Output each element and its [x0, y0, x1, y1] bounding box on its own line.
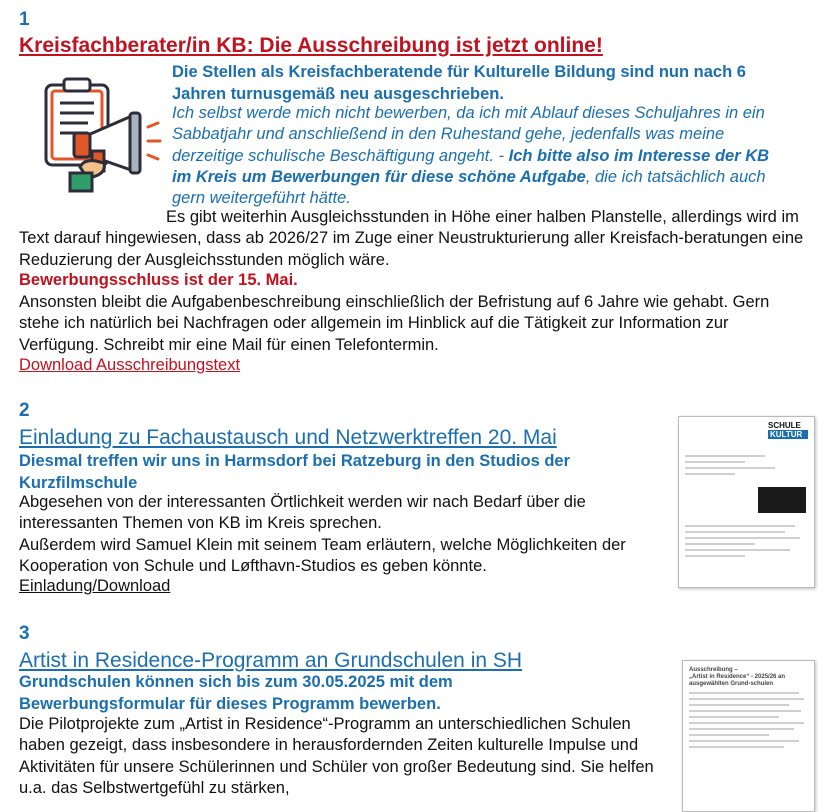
thumbnail-heading: Ausschreibung –	[689, 667, 738, 673]
download-ausschreibung-link[interactable]: Download Ausschreibungstext	[19, 356, 241, 374]
invitation-document-thumbnail[interactable]	[678, 416, 815, 588]
article-1-statement	[172, 103, 782, 209]
article-1-paragraph-2: Ansonsten bleibt die Aufgabenbeschreibung einschließlich der Befristung auf 6 Jahre wie gehabt. Gern stehe ich natürlich bei Nachfragen oder allgemein im Hinblick auf die Tätigkeit zur Information zur Verfügung. Schreibt mir eine Mail für einen Telefontermin.	[19, 293, 770, 354]
article-1-statement-text: Ich selbst werde mich nicht bewerben, da ich mit Ablauf dieses Schuljahres in ein Sabbatjahr und anschließend in den Ruhestand gehe, jedenfalls was meine derzeitige schulische Beschäftigung angeht. -	[172, 104, 765, 165]
article-3-subtitle: Grundschulen können sich bis zum 30.05.2025 mit dem Bewerbungsformular für dieses Programm bewerben.	[19, 673, 453, 713]
article-2-subtitle: Diesmal treffen wir uns in Harmsdorf bei Ratzeburg in den Studios der Kurzfilmschule	[19, 452, 571, 492]
article-3-title-link[interactable]: Artist in Residence-Programm an Grundschulen in SH	[19, 649, 523, 672]
ausschreibung-document-thumbnail[interactable]	[682, 660, 815, 812]
article-1-paragraph: Es gibt weiterhin Ausgleichsstunden in Höhe einer halben Planstelle, allerdings wird im Text darauf hingewiesen, dass ab 2026/27 im Zuge einer Neustrukturierung aller Kreisfach-beratungen eine Reduzierung der Ausgleichsstunden möglich wäre.	[19, 208, 804, 269]
article-2-paragraph: Abgesehen von der interessanten Örtlichkeit werden wir nach Bedarf über die interessanten Themen von KB im Kreis sprechen.	[19, 493, 586, 533]
logo-line-2: KULTUR	[768, 430, 808, 439]
article-3-paragraph: Die Pilotprojekte zum „Artist in Residence“-Programm an unterschiedlichen Schulen haben gezeigt, dass insbesondere in herausfordernden Zeiten kulturelle Impulse und Aktivitäten für unsere Schülerinnen und Schüler von großer Bedeutung sind. Sie helfen u.a. das Selbstwertgefühl zu stärken,	[19, 715, 654, 797]
article-1-statement-bold: Ich bitte also im Interesse der KB im Kreis um Bewerbungen für diese schöne Aufgabe	[172, 146, 770, 186]
article-2-paragraph-2: Außerdem wird Samuel Klein mit seinem Team erläutern, welche Möglichkeiten der Kooperation von Schule und Løfthavn-Studios es geben könnte.	[19, 536, 626, 576]
article-1-statement-tail: , die ich tatsächlich auch gern weitergeführt hätte.	[172, 167, 766, 208]
article-2-number: 2	[19, 400, 30, 421]
logo-line-1: SCHULE	[768, 421, 801, 430]
thumbnail-image	[758, 487, 806, 513]
einladung-download-link[interactable]: Einladung/Download	[19, 577, 171, 595]
article-1-title-link[interactable]: Kreisfachberater/in KB: Die Ausschreibung ist jetzt online!	[19, 34, 603, 57]
article-3-number: 3	[19, 623, 30, 644]
thumbnail-heading-2: „Artist in Residence“ - 2025/26 an ausgewählten Grund-schulen	[689, 674, 786, 687]
schule-kultur-logo	[768, 421, 808, 451]
article-1-deadline: Bewerbungsschluss ist der 15. Mai.	[19, 271, 298, 289]
article-1-number: 1	[19, 9, 30, 30]
article-2-title-link[interactable]: Einladung zu Fachaustausch und Netzwerktreffen 20. Mai	[19, 426, 557, 449]
megaphone-clipboard-icon	[40, 75, 165, 193]
article-1-subtitle: Die Stellen als Kreisfachberatende für Kulturelle Bildung sind nun nach 6 Jahren turnusgemäß neu ausgeschrieben.	[172, 63, 746, 103]
